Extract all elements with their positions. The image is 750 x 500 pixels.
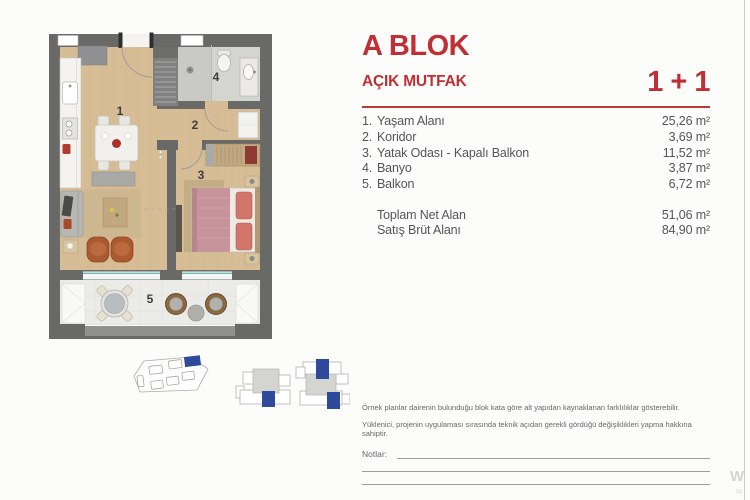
room-label-living: 1 [116, 104, 124, 118]
kitchen-red-item [63, 144, 71, 154]
watermark: w [736, 486, 743, 496]
notes-line [362, 471, 710, 472]
room-label-bedroom: 3 [197, 168, 205, 182]
room-area: 3,69 m² [668, 129, 710, 144]
balcony-railing [85, 326, 235, 336]
entry-closet [153, 47, 178, 106]
balcony-side-table [188, 305, 204, 321]
disclaimer-text: Yüklenici, projenin uygulaması sırasında teknik açıdan gerekli gördüğü değişiklikleri yapma hakkına sahiptir. [362, 420, 692, 438]
red-divider [362, 106, 710, 108]
corridor-closet [238, 112, 258, 138]
notes-line [397, 458, 710, 459]
area-row [362, 114, 710, 130]
area-table [362, 114, 710, 193]
tv-console [92, 172, 135, 186]
kitchen-cabinet-block [78, 46, 107, 65]
highlighted-unit [327, 392, 340, 409]
room-name: Balkon [377, 177, 415, 192]
area-row [362, 177, 710, 193]
room-number: 3. [362, 145, 373, 160]
area-row [362, 130, 710, 146]
site-key-plan [134, 355, 208, 392]
unit-type-label: 1 + 1 [647, 66, 710, 98]
total-row [362, 208, 710, 223]
headboard [255, 186, 260, 254]
coffee-table [103, 198, 127, 227]
page-title: A BLOK [362, 30, 470, 62]
room-label-balcony: 5 [146, 292, 154, 306]
floor-key-plan-2 [296, 359, 350, 409]
total-label: Toplam Net Alan [377, 208, 466, 222]
room-area: 3,87 m² [668, 161, 710, 176]
watermark: W [730, 468, 745, 485]
area-row [362, 161, 710, 177]
total-value: 51,06 m² [661, 208, 710, 222]
bed-pillow [236, 223, 252, 250]
total-row [362, 223, 710, 238]
room-area: 6,72 m² [668, 177, 710, 192]
area-totals [362, 208, 710, 238]
room-name: Koridor [377, 129, 417, 144]
highlighted-unit [316, 359, 329, 379]
plan-subtitle: AÇIK MUTFAK [362, 73, 467, 90]
area-row [362, 146, 710, 162]
entry-opening [121, 34, 152, 47]
bed-pillow [236, 192, 252, 219]
bath-window [181, 36, 203, 46]
room-name: Yatak Odası - Kapalı Balkon [377, 145, 530, 160]
bedroom-console [176, 205, 182, 252]
highlighted-unit [262, 391, 275, 407]
total-value: 84,90 m² [661, 223, 710, 237]
room-name: Yaşam Alanı [377, 114, 445, 128]
room-number: 2. [362, 129, 373, 144]
room-name: Banyo [377, 161, 412, 176]
notes-label: Notlar: [362, 449, 388, 459]
disclaimer-text: Örnek planlar dairenin bulunduğu blok kata göre alt yapıdan kaynaklanan farklılıklar gösterebilir. [362, 403, 680, 412]
room-area: 25,26 m² [661, 114, 710, 128]
key-plans [125, 350, 350, 415]
balcony-floor [60, 280, 260, 324]
wardrobe-clothes [245, 146, 257, 164]
floor-plan [45, 28, 277, 343]
bath-door-opening [205, 101, 228, 109]
room-number: 4. [362, 161, 373, 176]
room-label-bath: 4 [212, 70, 220, 84]
kitchen-window [58, 36, 78, 46]
page-edge-line [744, 0, 745, 500]
table-centerpiece [112, 139, 121, 148]
room-number: 1. [362, 114, 373, 128]
toilet [218, 55, 231, 72]
room-label-corridor: 2 [191, 118, 199, 132]
floor-key-plan-1 [236, 369, 290, 407]
bed-duvet [192, 188, 230, 252]
sofa-cushion [64, 219, 72, 229]
notes-line [362, 484, 710, 485]
highlighted-block [184, 355, 201, 367]
room-number: 5. [362, 177, 373, 192]
shower-floor [178, 45, 211, 103]
bath-sink [244, 65, 254, 80]
total-label: Satış Brüt Alanı [377, 223, 461, 237]
room-area: 11,52 m² [662, 145, 710, 160]
